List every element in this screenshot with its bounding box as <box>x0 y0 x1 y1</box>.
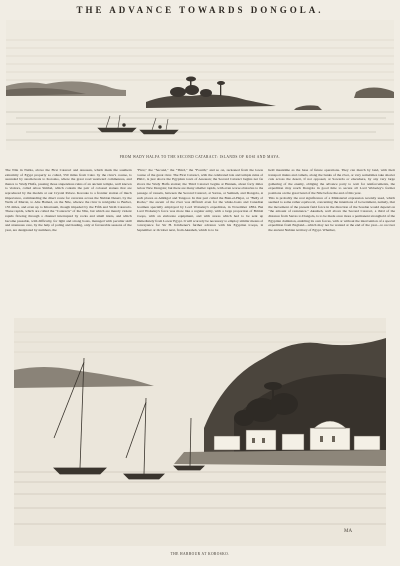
artist-monogram: MA <box>344 529 353 534</box>
article-column-3: held meantime as the base of future operations. They can march by land, with their transport mules and camels, along the banks of the river, or vary sometimes take shorter cuts across the desert, if not opposed, at Sowarda or elsewhere, by any very large gathering of the enemy, obliging the advance party to wait for reinforcements, the expedition may reach Dongola in good time to secure all Lord Wolseley's former positions on the great bend of the Nile before the end of this year. This is probably the real significance of a Ministerial expression recently used, which seemed to some rather equivocal, concerning the intentions of Government, namely, that the movement of the present field force in the direction of the Soudan would depend on "the amount of resistance." Akasheh, well above the Second Cataract, a third of the distance from Sarras to Dongola, is to be made once more a permanent stronghold of the Egyptian dominion, enabling its own forces, with or without the intervention of a special expedition from England—which may not be wanted at the end of the year—to recover the ancient Nubian territory of Egypt. Whether, <box>268 168 396 232</box>
top-engraving <box>6 20 394 150</box>
article-column-1: The Nile in Nubia, above the First Cataract and Assouan, which mark the southern extremity of Egypt properly so called, 550 miles from Cairo by the river's course, is ascended by steam-boats to Korosko, where the great road westward commences, and thence to Wady Halfa, passing those stupendous ruins of an ancient temple, well known to visitors, called Abou Simbel, which contain the pair of colossal statues that are reproduced by the models at our Crystal Palace. Korosko is a frontier station of much importance, commanding the direct route for caravans across the Nubian Desert, by the Wells of Murrat, to Abu Hamed, on the Nile, whence the river is navigable to Berber, 155 miles, and even up to Khartoum, though impeded by the Fifth and Sixth Cataracts. These rapids, which are called the "Cataracts" of the Nile, but which are merely violent rapids flowing through a channel interrupted by rocks and small islets, and which become passable, with difficulty, for light and strong boats, managed with peculiar skill and strenuous care, by the help of poling and hauling, only at favourable seasons of the year, are designated by numbers, the <box>5 168 132 232</box>
korosko-harbour-illustration <box>14 318 386 546</box>
article-column-2: "First," the "Second," the "Third," the "Fourth," and so on, reckoned from the lower course of the great river. The First Cataract, with the celebrated isle and temple ruins of Philæ, is just above the Egyptian town of Assouan; the Second Cataract begins not far above the Wady Halfa station; the Third Cataract begins at Hannek, about forty miles below New Dongola; but there are many smaller rapids, with even worse obstacles to the passage of vessels, between the Second Cataract, at Sarras, or Semneh, and Dongola, at such places as Ambigol and Tangoor. In that part called the Batn-el-Hajar, or "Belly of Rocks," the ascent of the river was difficult even for the whale-boats and Canadian boatmen specially employed by Lord Wolseley's expedition, in November 1884. But Lord Wolseley's force was more like a regular army, with a large proportion of British troops, with an elaborate equipment, and with stores which had to be sent up immediately from Lower Egypt. It will scarcely be necessary to employ similar means of conveyance for Sir H. Kitchener's further advance with his Egyptian troops, in September or October next, from Akasheh, which is to be <box>136 168 264 232</box>
article-body <box>5 168 395 314</box>
bottom-engraving <box>14 318 386 546</box>
nile-islands-illustration <box>6 20 394 150</box>
bottom-caption: THE HARBOUR AT KOROSKO. <box>170 552 230 556</box>
page-headline: THE ADVANCE TOWARDS DONGOLA. <box>76 5 324 15</box>
top-caption: FROM WADY HALFA TO THE SECOND CATARACT: ISLANDS OF KOSI AND MAYA. <box>119 155 281 159</box>
